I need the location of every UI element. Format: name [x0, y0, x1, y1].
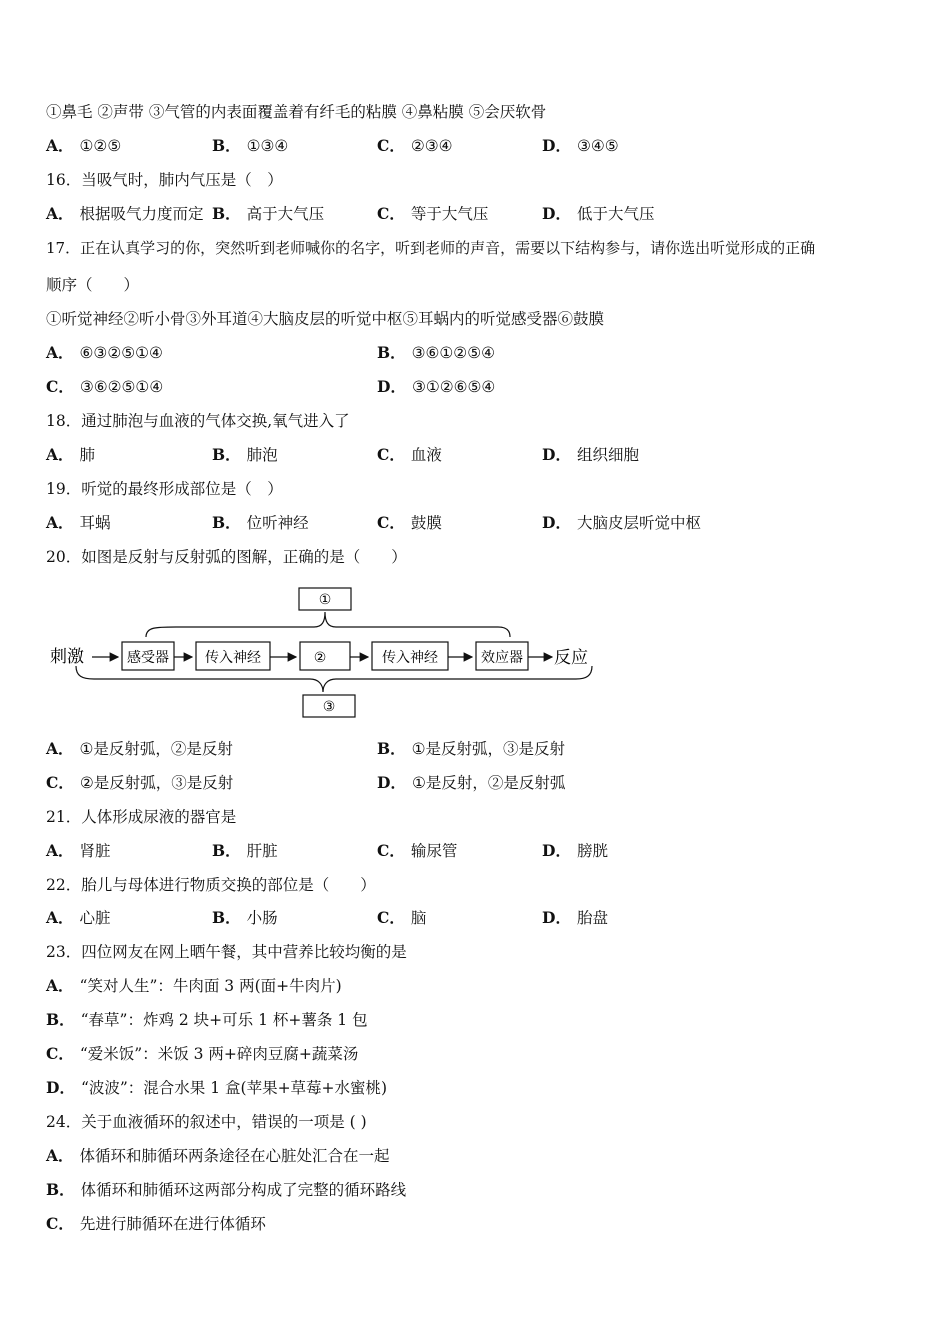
q19-option-b[interactable]: B． 位听神经: [212, 513, 309, 532]
q19-option-c[interactable]: C． 鼓膜: [377, 513, 442, 532]
q17-stem-cont: 顺序（ ）: [46, 276, 140, 294]
q17-option-b[interactable]: B． ③⑥①②⑤④: [377, 343, 495, 362]
bottom-label: ③: [322, 699, 336, 715]
q15-option-a[interactable]: A． ①②⑤: [46, 136, 122, 155]
stimulus-label: 刺激: [50, 647, 84, 667]
efferent-nerve-label: 传入神经: [382, 650, 438, 666]
q16-option-d[interactable]: D． 低于大气压: [542, 204, 655, 223]
reflex-arc-diagram: [46, 582, 606, 722]
q17-option-d[interactable]: D． ③①②⑥⑤④: [377, 377, 496, 396]
top-brace: [146, 612, 510, 637]
q17-stem: 17．正在认真学习的你，突然听到老师喊你的名字，听到老师的声音，需要以下结构参与，请你选出听觉形成的正确: [46, 239, 816, 257]
q17-option-a[interactable]: A． ⑥③②⑤①④: [46, 343, 163, 362]
q15-items: ①鼻毛 ②声带 ③气管的内表面覆盖着有纤毛的粘膜 ④鼻粘膜 ⑤会厌软骨: [46, 103, 547, 121]
q23-option-b[interactable]: B． “春草”：炸鸡 2 块+可乐 1 杯+薯条 1 包: [46, 1010, 368, 1029]
q20-stem: 20．如图是反射与反射弧的图解，正确的是（ ）: [46, 548, 407, 566]
center-label: ②: [313, 650, 327, 666]
q22-option-a[interactable]: A． 心脏: [46, 908, 111, 927]
top-label: ①: [318, 592, 332, 608]
q22-stem: 22．胎儿与母体进行物质交换的部位是（ ）: [46, 876, 376, 894]
q24-option-c[interactable]: C． 先进行肺循环在进行体循环: [46, 1214, 266, 1233]
q18-option-a[interactable]: A． 肺: [46, 445, 96, 464]
q24-stem: 24．关于血液循环的叙述中，错误的一项是 ( ): [46, 1113, 367, 1131]
q20-option-b[interactable]: B． ①是反射弧，③是反射: [377, 739, 566, 758]
q16-stem: 16．当吸气时，肺内气压是（ ）: [46, 171, 283, 189]
q18-stem: 18．通过肺泡与血液的气体交换,氧气进入了: [46, 412, 350, 430]
receptor-label: 感受器: [127, 650, 169, 666]
q21-stem: 21．人体形成尿液的器官是: [46, 808, 237, 826]
q15-option-b[interactable]: B． ①③④: [212, 136, 289, 155]
q20-option-a[interactable]: A． ①是反射弧，②是反射: [46, 739, 233, 758]
q23-option-d[interactable]: D． “波波”：混合水果 1 盒(苹果+草莓+水蜜桃): [46, 1078, 388, 1097]
q16-option-a[interactable]: A． 根据吸气力度而定: [46, 204, 204, 223]
q22-option-c[interactable]: C． 脑: [377, 908, 427, 927]
q23-stem: 23．四位网友在网上晒午餐，其中营养比较均衡的是: [46, 943, 407, 961]
q21-option-d[interactable]: D． 膀胱: [542, 841, 608, 860]
q16-option-c[interactable]: C． 等于大气压: [377, 204, 489, 223]
q18-option-b[interactable]: B． 肺泡: [212, 445, 278, 464]
q23-option-c[interactable]: C． “爱米饭”：米饭 3 两+碎肉豆腐+蔬菜汤: [46, 1044, 359, 1063]
q24-option-a[interactable]: A． 体循环和肺循环两条途径在心脏处汇合在一起: [46, 1146, 390, 1165]
q20-option-d[interactable]: D． ①是反射，②是反射弧: [377, 773, 566, 792]
q19-option-a[interactable]: A． 耳蜗: [46, 513, 111, 532]
q23-option-a[interactable]: A． “笑对人生”：牛肉面 3 两(面+牛肉片): [46, 976, 342, 995]
q17-items: ①听觉神经②听小骨③外耳道④大脑皮层的听觉中枢⑤耳蜗内的听觉感受器⑥鼓膜: [46, 310, 605, 328]
q20-option-c[interactable]: C． ②是反射弧，③是反射: [46, 773, 234, 792]
q19-stem: 19．听觉的最终形成部位是（ ）: [46, 480, 283, 498]
afferent-nerve-label: 传入神经: [205, 650, 261, 666]
response-label: 反应: [554, 648, 588, 668]
q19-option-d[interactable]: D． 大脑皮层听觉中枢: [542, 513, 701, 532]
q21-option-a[interactable]: A． 肾脏: [46, 841, 111, 860]
q24-option-b[interactable]: B． 体循环和肺循环这两部分构成了完整的循环路线: [46, 1180, 407, 1199]
q17-option-c[interactable]: C． ③⑥②⑤①④: [46, 377, 164, 396]
q15-option-c[interactable]: C． ②③④: [377, 136, 453, 155]
q15-option-d[interactable]: D． ③④⑤: [542, 136, 619, 155]
q21-option-b[interactable]: B． 肝脏: [212, 841, 278, 860]
q18-option-c[interactable]: C． 血液: [377, 445, 442, 464]
effector-label: 效应器: [481, 650, 523, 666]
q21-option-c[interactable]: C． 输尿管: [377, 841, 458, 860]
q22-option-b[interactable]: B． 小肠: [212, 908, 278, 927]
q18-option-d[interactable]: D． 组织细胞: [542, 445, 639, 464]
q16-option-b[interactable]: B． 高于大气压: [212, 204, 325, 223]
q22-option-d[interactable]: D． 胎盘: [542, 908, 608, 927]
